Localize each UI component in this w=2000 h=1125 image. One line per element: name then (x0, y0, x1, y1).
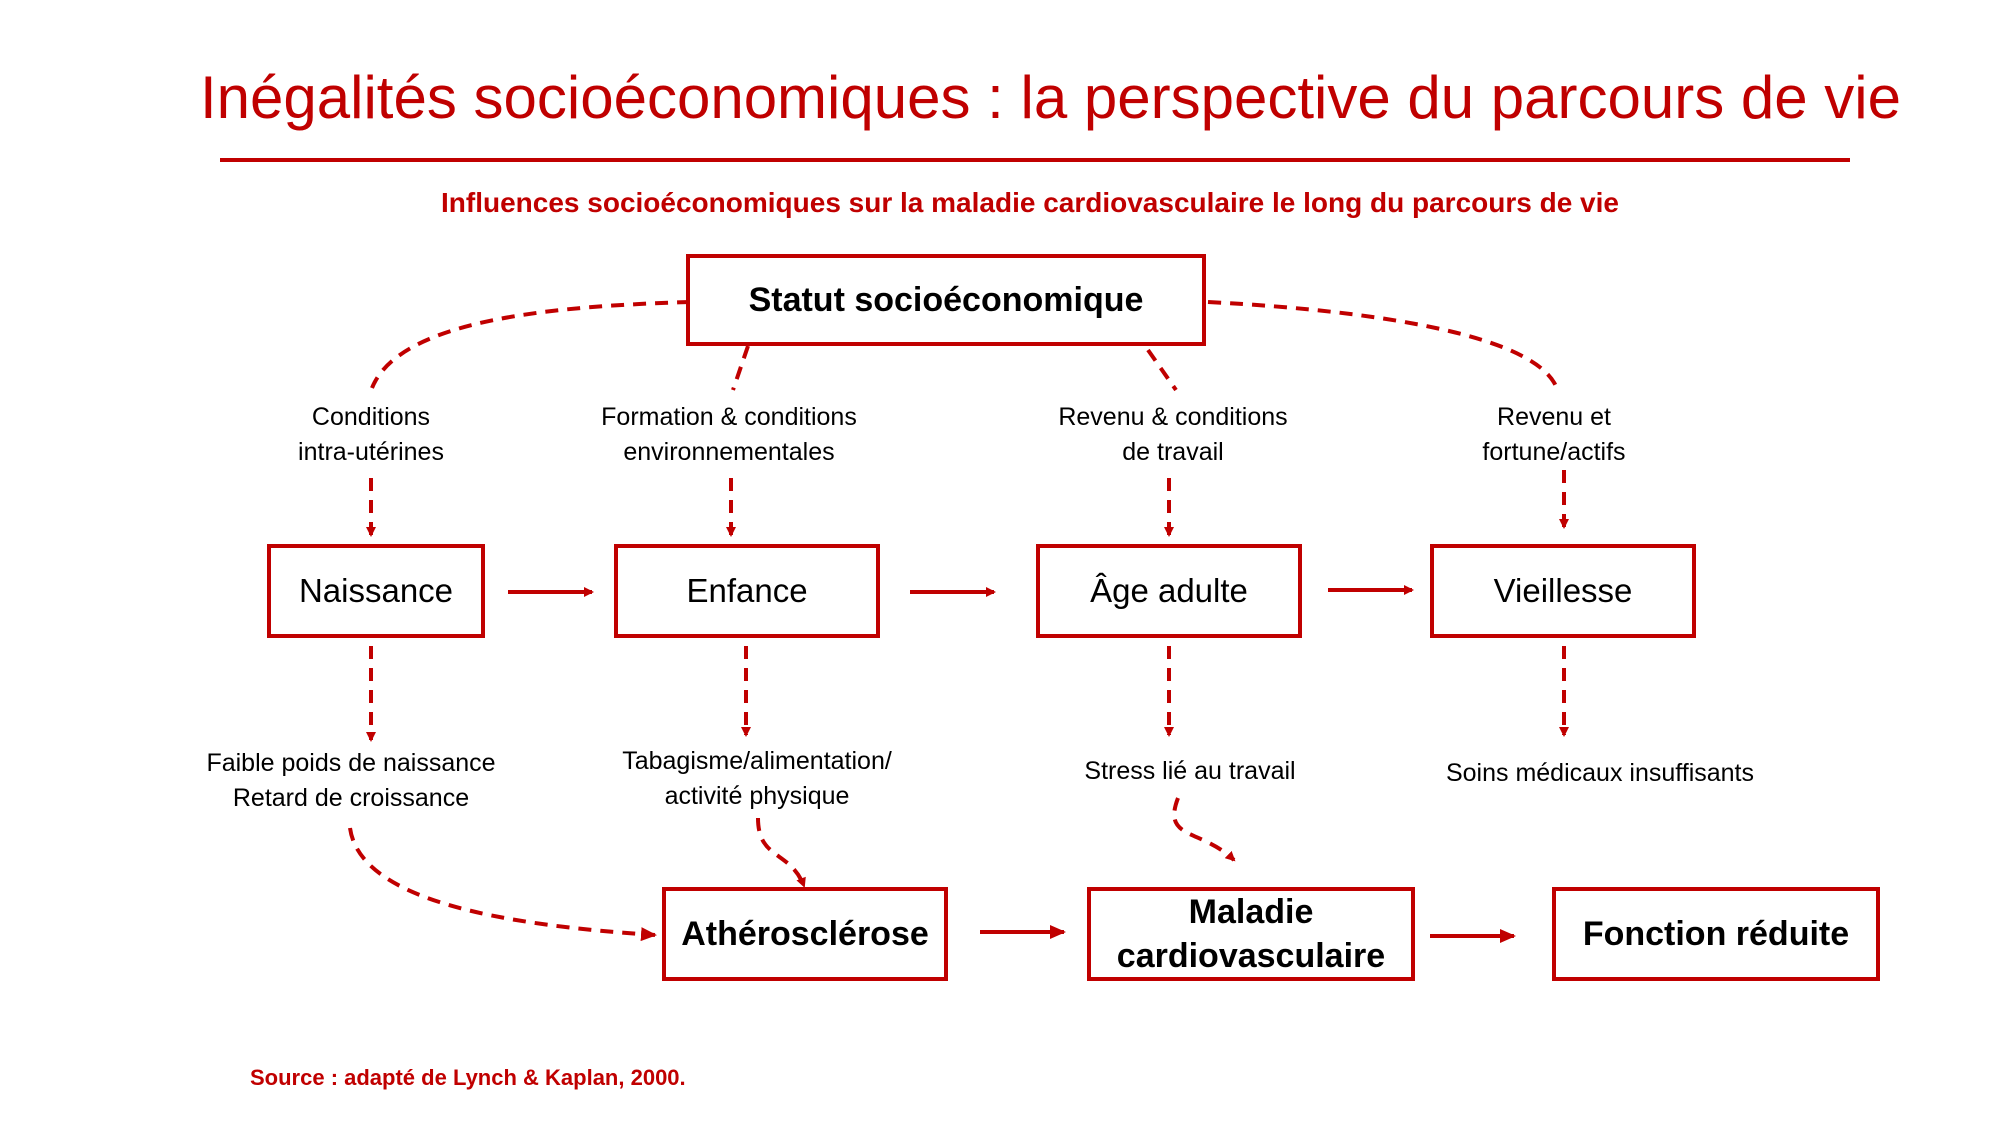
determinant-formation-line1: Formation & conditions (601, 403, 857, 431)
risk-factor-lifestyle-line1: Tabagisme/alimentation/ (622, 747, 892, 775)
stage-box-naissance (267, 544, 485, 638)
determinant-revenu-fortune-line1: Revenu et (1497, 403, 1611, 431)
connector-status-to-intrauterine (372, 302, 690, 388)
connector-status-to-revenu-fortune (1208, 302, 1558, 392)
risk-factor-medical-care-line1: Soins médicaux insuffisants (1445, 759, 1755, 787)
determinant-revenu-fortune (1434, 400, 1674, 470)
stage-box-vieillesse (1430, 544, 1696, 638)
risk-factor-birth (186, 746, 516, 816)
outcome-label-cvd-line1: Maladie (1188, 893, 1314, 931)
outcome-label-reduced-function: Fonction réduite (1582, 915, 1850, 953)
outcome-box-atherosclerosis (662, 887, 948, 981)
determinant-formation-line2: environnementales (623, 438, 835, 466)
stage-label-age-adulte: Âge adulte (1090, 572, 1248, 609)
stage-label-enfance: Enfance (686, 572, 808, 609)
connector-stress-to-cvd (1174, 798, 1234, 860)
outcome-box-reduced-function (1552, 887, 1880, 981)
risk-factor-birth-line1: Faible poids de naissance (206, 749, 496, 777)
determinant-revenu-travail-line1: Revenu & conditions (1058, 403, 1288, 431)
stage-label-vieillesse: Vieillesse (1493, 572, 1633, 609)
connector-birthweight-to-atherosclerosis (350, 828, 655, 935)
determinant-intrauterine-line1: Conditions (311, 403, 431, 431)
risk-factor-lifestyle (592, 744, 922, 814)
outcome-box-cardiovascular-disease (1087, 887, 1415, 981)
determinant-intrauterine-line2: intra-utérines (298, 438, 444, 466)
socioeconomic-status-label: Statut socioéconomique (748, 281, 1144, 319)
determinant-revenu-fortune-line2: fortune/actifs (1482, 438, 1626, 466)
risk-factor-medical-care (1420, 756, 1780, 791)
page-title: Inégalités socioéconomiques : la perspective du parcours de vie (200, 64, 1901, 131)
connector-status-to-revenu-travail (1148, 350, 1176, 390)
determinant-revenu-travail (1023, 400, 1323, 470)
stage-box-age-adulte (1036, 544, 1302, 638)
stage-label-naissance: Naissance (298, 572, 454, 609)
connector-lifestyle-to-atherosclerosis (758, 818, 804, 886)
stage-box-enfance (614, 544, 880, 638)
diagram-subtitle: Influences socioéconomiques sur la maladie cardiovasculaire le long du parcours de vie (441, 187, 1619, 218)
determinant-formation (579, 400, 879, 470)
risk-factor-work-stress (1050, 754, 1330, 789)
socioeconomic-status-box (686, 254, 1206, 346)
outcome-label-atherosclerosis: Athérosclérose (681, 915, 929, 953)
determinant-intrauterine (241, 400, 501, 470)
risk-factor-birth-line2: Retard de croissance (232, 784, 470, 812)
risk-factor-work-stress-line1: Stress lié au travail (1084, 757, 1296, 785)
connector-status-to-formation (733, 346, 748, 390)
risk-factor-lifestyle-line2: activité physique (664, 782, 850, 810)
outcome-label-cvd-line2: cardiovasculaire (1116, 937, 1386, 975)
determinant-revenu-travail-line2: de travail (1122, 438, 1224, 466)
source-note: Source : adapté de Lynch & Kaplan, 2000. (250, 1065, 686, 1090)
